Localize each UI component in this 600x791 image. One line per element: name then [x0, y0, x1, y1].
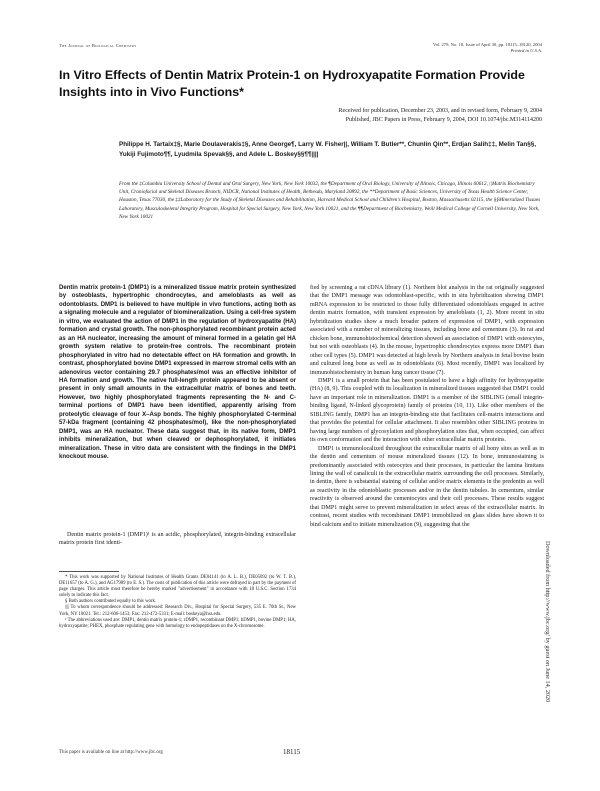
download-watermark: Downloaded from http://www.jbc.org/ by guest on June 14, 2020 — [544, 541, 551, 703]
footnotes — [59, 575, 296, 630]
footnote-funding: * This work was supported by National Institutes of Health Grants DE04141 (to A. L. B.), DE05092 (to W. T. B.), DE11657 (to A. G.), and AG17989 (to E. S.). The costs of publication of this article were defrayed in part by the payment of page charges. This article must therefore be hereby marked "advertisement" in accordance with 18 U.S.C. Section 1734 solely to indicate this fact. — [59, 575, 296, 599]
published-date: Published, JBC Papers in Press, February 9, 2004, DOI 10.1074/jbc.M314114200 — [345, 116, 542, 123]
running-head-issue — [433, 42, 542, 54]
publication-dates — [339, 107, 542, 124]
article-title: In Vitro Effects of Dentin Matrix Protein-1 on Hydroxyapatite Formation Provide Insights into in Vivo Functions* — [59, 68, 525, 99]
footnote-divider — [59, 571, 119, 572]
intro-paragraph: Dentin matrix protein-1 (DMP1)¹ is an acidic, phosphorylated, integrin-binding extracellular matrix protein first identi- — [59, 532, 296, 547]
footnote-abbreviations: ¹ The abbreviations used are: DMP1, dentin matrix protein-1; rDMP1, recombinant DMP1; bDMP1, bovine DMP1; HA, hydroxyapatite; PHEX, phosphate regulating gene with homology to endopeptidases on the X-chromosome. — [59, 617, 296, 629]
printed-in: Printed in U.S.A. — [510, 48, 542, 53]
abstract: Dentin matrix protein-1 (DMP1) is a mineralized tissue matrix protein synthesized by osteoblasts, hypertrophic chondrocytes, and ameloblasts as well as odontoblasts. DMP1 is believed to have multiple in vivo functions, acting both as a signaling molecule and a regulator of biomineralization. Using a cell-free system in vitro, we evaluated the action of DMP1 in the regulation of hydroxyapatite (HA) formation and crystal growth. The non-phosphorylated recombinant protein acted as an HA nucleator, increasing the amount of mineral formed in a gelatin gel HA growth system relative to protein-free controls. The recombinant protein phosphorylated in vitro had no detectable effect on HA formation and growth. In contrast, phosphorylated bovine DMP1 expressed in marrow stromal cells with an adenovirus vector containing 29.7 phosphates/mol was an effective inhibitor of HA formation and growth. The native full-length protein appeared to be absent or present in only small amounts in the extracellular matrix of bones and teeth. However, two highly phosphorylated fragments representing the N- and C-terminal portions of DMP1 have been identified, apparently arising from proteolytic cleavage of four X–Asp bonds. The highly phosphorylated C-terminal 57-kDa fragment (containing 42 phosphates/mol), like the non-phosphorylated DMP1, was an HA nucleator. These data suggest that, in its native form, DMP1 inhibits mineralization, but when cleaved or dephosphorylated, it initiates mineralization. These in vitro data are consistent with the findings in the DMP1 knockout mouse. — [59, 285, 296, 461]
volume-line: Vol. 279, No. 18, Issue of April 30, pp. 18115–18120, 2004 — [432, 42, 542, 47]
author-list: Philippe H. Tartaix‡§, Marie Doulaverakis‡§, Anne George¶, Larry W. Fisher||, William T. Butler**, Chunlin Qin**, Erdjan Salih‡‡, Melin Tan§§, Yukiji Fujimoto¶¶, Lyudmila Spevak§§, and Adele L. Boskey§§¶¶|||| — [119, 141, 536, 158]
footnote-correspondence: |||| To whom correspondence should be addressed: Research Div., Hospital for Special Surgery, 535 E. 70th St., New York, NY 10021. Tel.: 212-606-1453; Fax: 212-472-5331; E-mail: boskeya@hss.edu. — [59, 605, 296, 617]
body-paragraph: DMP1 is immunolocalized throughout the extracellular matrix of all bony sites as well as in the dentin and cementum of mouse mineralized tissues (12). In bone, immunostaining is predominantly associated with osteocytes and their processes, in particular the lamina limitans lining the wall of canaliculi in the extracellular matrix surrounding the cell processes. Similarly, in dentin, there is substantial staining of cellular and/or matrix elements in the predentin as well as reactivity in the odontoblastic processes and/or in the dentin tubules. In cementum, similar reactivity is observed around the cementocytes and their cell processes. These results suggest that DMP1 might serve to prevent mineralization in select areas of the extracellular matrix. In contrast, recent studies with recombinant DMP1 immobilized on glass slides have shown it to bind calcium and to initiate mineralization (9), suggesting that the — [310, 445, 544, 528]
body-paragraph: fied by screening a rat cDNA library (1). Northern blot analysis in the rat originally suggested that the DMP1 message was odontoblast-specific, with in situ hybridization showing DMP1 mRNA expression to be restricted to those fully differentiated odontoblasts engaged in active dentin matrix formation, with transient expression by ameloblasts (1, 2). More recent in situ hybridization studies show a much broader pattern of expression of DMP1, with expression associated with a number of mineralizing tissues, including bone and cementum (3). In rat and chicken bone, immunohistochemical detection showed an association of DMP1 with osteocytes, but not with osteoblasts (4). In the mouse, hypertrophic chondrocytes express more DMP1 than other cell types (5). DMP1 was detected at high levels by Northern analysis in fetal bovine brain and cultured long bone as well as in odontoblasts (6). Most recently, DMP1 was localized by immunohistochemistry in human lung cancer tissue (7). — [310, 285, 544, 376]
right-column — [310, 284, 544, 529]
affiliations: From the ‡Columbia University School of Dental and Oral Surgery, New York, New York 10032, the ¶Department of Oral Biology, University of Illinois, Chicago, Illinois 60612, ||Matrix Biochemistry Unit, Craniofacial and Skeletal Diseases Branch, NIDCR, National Institutes of Health, Bethesda, Maryland 20892, the **Department of Basic Sciences, University of Texas Health Science Center, Houston, Texas 77030, the ‡‡Laboratory for the Study of Skeletal Diseases and Rehabilitation, Harvard Medical School and Children's Hospital, Boston, Massachusetts 02115, the §§Mineralized Tissues Laboratory, Musculoskeletal Integrity Program, Hospital for Special Surgery, New York, New York 10021, and the ¶¶Department of Biochemistry, Weill Medical College of Cornell University, New York, New York 10021 — [119, 181, 541, 220]
page-number: 18115 — [283, 748, 301, 756]
footnote-equal-contribution: § Both authors contributed equally to this work. — [65, 599, 157, 605]
received-date: Received for publication, December 23, 2003, and in revised form, February 9, 2004 — [338, 108, 542, 114]
body-paragraph: DMP1 is a small protein that has been postulated to have a high affinity for hydroxyapatite (HA) (8, 9). This coupled with its localization in mineralized tissues suggested that DMP1 could have an important role in mineralization. DMP1 is a member of the SIBLING (small integrin-binding ligand, N-linked glycoprotein) family of proteins (10, 11). Like other members of the SIBLING family, DMP1 has an integrin-binding site that facilitates cell-matrix interactions and that provides the potential for cellular attachment. It also resembles other SIBLING proteins in having large numbers of glycosylation and phosphorylation sites that, when occupied, can affect its own conformation and the interaction with other extracellular matrix proteins. — [310, 377, 544, 444]
running-head-journal: The Journal of Biological Chemistry — [59, 43, 137, 48]
online-availability: This paper is available on line at http://www.jbc.org — [59, 750, 163, 755]
